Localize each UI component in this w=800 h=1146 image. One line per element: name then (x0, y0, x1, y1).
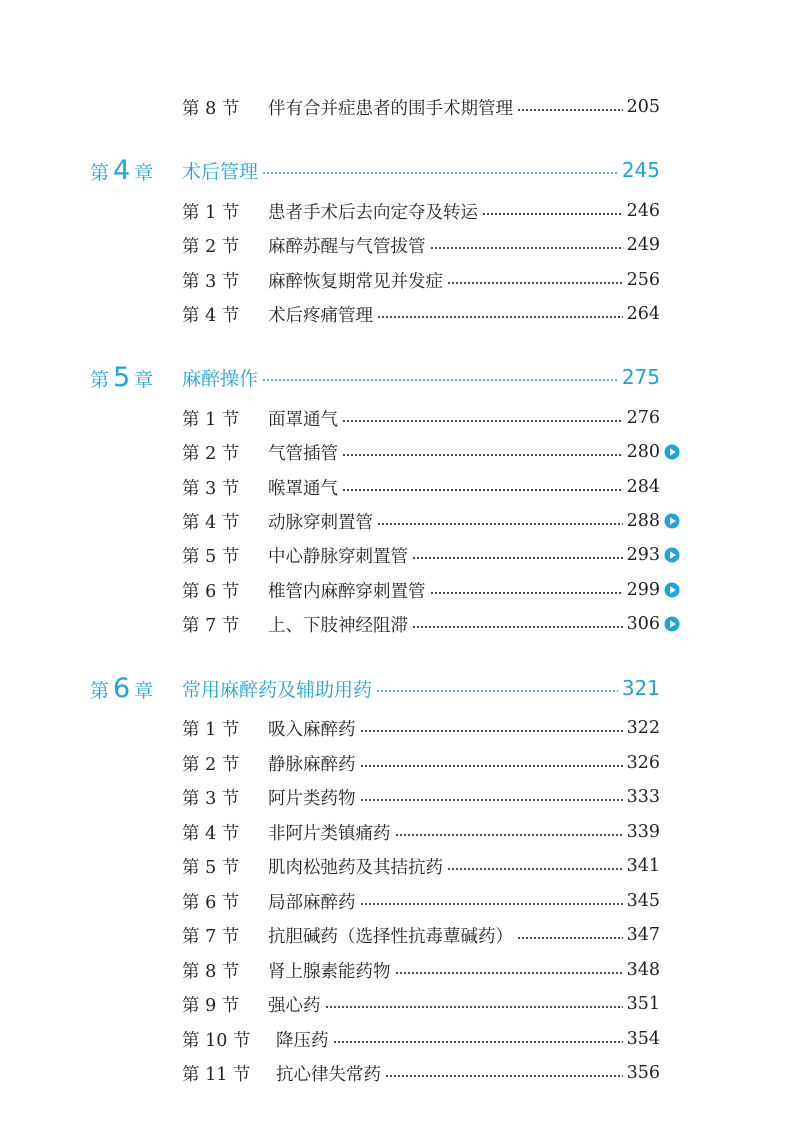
toc-section-entry (182, 609, 660, 639)
toc-section-entry (182, 851, 660, 881)
toc-section-entry (182, 713, 660, 743)
section-title: 肌肉松弛药及其拮抗药 (268, 857, 443, 878)
chapter-suffix: 章 (134, 368, 154, 391)
page-number: 333 (626, 787, 660, 807)
page-number: 347 (626, 925, 660, 945)
chapter-prefix: 第 (90, 679, 110, 702)
dot-leader (377, 316, 623, 318)
section-number: 第 4 节 (182, 305, 240, 326)
section-title: 麻醉恢复期常见并发症 (268, 271, 443, 292)
section-title: 强心药 (268, 995, 321, 1016)
toc-section-entry (182, 299, 660, 329)
page-number: 249 (626, 235, 660, 255)
section-title: 椎管内麻醉穿刺置管 (268, 581, 426, 602)
section-number: 第 4 节 (182, 823, 240, 844)
dot-leader (342, 489, 623, 491)
chapter-number (90, 362, 182, 393)
toc-section-entry (182, 540, 660, 570)
toc-chapter-entry (90, 357, 660, 397)
chapter-suffix: 章 (134, 161, 154, 184)
toc-section-entry (182, 437, 660, 467)
chapter-prefix: 第 (90, 368, 110, 391)
page-number: 322 (626, 718, 660, 738)
section-number: 第 5 节 (182, 546, 240, 567)
section-number: 第 2 节 (182, 443, 240, 464)
section-number: 第 9 节 (182, 995, 240, 1016)
section-number: 第 7 节 (182, 926, 240, 947)
page-number: 264 (626, 304, 660, 324)
page-number: 293 (626, 545, 660, 565)
toc-section-entry (182, 1058, 660, 1088)
page-number: 339 (626, 822, 660, 842)
page-number: 326 (626, 753, 660, 773)
page-number: 245 (621, 158, 660, 182)
dot-leader (325, 1006, 623, 1008)
section-title: 降压药 (276, 1030, 329, 1051)
toc-section-entry (182, 748, 660, 778)
dot-leader (412, 557, 623, 559)
dot-leader (517, 937, 623, 939)
toc-section-entry (182, 955, 660, 985)
dot-leader (342, 454, 623, 456)
toc-chapter-entry (90, 668, 660, 708)
toc-section-entry (182, 920, 660, 950)
dot-leader (262, 172, 618, 174)
toc-section-entry (182, 196, 660, 226)
section-number: 第 10 节 (182, 1030, 251, 1051)
toc-section-entry (182, 1024, 660, 1054)
chapter-number (90, 155, 182, 186)
section-title: 气管插管 (268, 443, 338, 464)
section-title: 患者手术后去向定夺及转运 (268, 202, 478, 223)
section-title: 面罩通气 (268, 409, 338, 430)
section-title: 麻醉苏醒与气管拔管 (268, 236, 426, 257)
page-number: 348 (626, 960, 660, 980)
dot-leader (262, 379, 618, 381)
section-number: 第 2 节 (182, 236, 240, 257)
section-number: 第 3 节 (182, 788, 240, 809)
toc-section-entry (182, 403, 660, 433)
dot-leader (333, 1041, 623, 1043)
page-number: 280 (626, 442, 660, 462)
page-number: 246 (626, 201, 660, 221)
section-title: 术后疼痛管理 (268, 305, 373, 326)
page-number: 306 (626, 614, 660, 634)
toc-section-entry (182, 782, 660, 812)
chapter-suffix: 章 (134, 679, 154, 702)
page-number: 284 (626, 477, 660, 497)
section-number: 第 3 节 (182, 478, 240, 499)
dot-leader (430, 592, 623, 594)
page-number: 299 (626, 580, 660, 600)
dot-leader (360, 903, 623, 905)
dot-leader (430, 247, 623, 249)
section-title: 上、下肢神经阻滞 (268, 615, 408, 636)
section-title: 肾上腺素能药物 (268, 961, 391, 982)
section-number: 第 3 节 (182, 271, 240, 292)
section-number: 第 6 节 (182, 892, 240, 913)
page-number: 356 (626, 1063, 660, 1083)
dot-leader (395, 834, 623, 836)
page-number: 288 (626, 511, 660, 531)
section-number: 第 1 节 (182, 719, 240, 740)
section-number: 第 2 节 (182, 754, 240, 775)
dot-leader (517, 109, 623, 111)
section-title: 喉罩通气 (268, 478, 338, 499)
section-number: 第 6 节 (182, 581, 240, 602)
page-number: 321 (621, 676, 660, 700)
page-number: 354 (626, 1029, 660, 1049)
dot-leader (377, 523, 623, 525)
section-number: 第 11 节 (182, 1064, 251, 1085)
page-number: 351 (626, 994, 660, 1014)
section-title: 抗胆碱药（选择性抗毒蕈碱药） (268, 926, 513, 947)
chapter-prefix: 第 (90, 161, 110, 184)
toc-section-entry (182, 575, 660, 605)
chapter-digit: 6 (113, 672, 131, 704)
chapter-digit: 4 (113, 154, 131, 186)
toc-chapter-entry (90, 150, 660, 190)
video-play-icon[interactable] (664, 513, 680, 529)
dot-leader (360, 765, 623, 767)
video-play-icon[interactable] (664, 616, 680, 632)
page-number: 276 (626, 408, 660, 428)
dot-leader (385, 1075, 623, 1077)
page-number: 341 (626, 856, 660, 876)
dot-leader (395, 972, 623, 974)
section-title: 阿片类药物 (268, 788, 356, 809)
section-number: 第 8 节 (182, 961, 240, 982)
section-title: 抗心律失常药 (276, 1064, 381, 1085)
page-number: 205 (626, 97, 660, 117)
section-number: 第 1 节 (182, 409, 240, 430)
chapter-title: 常用麻醉药及辅助用药 (182, 678, 373, 701)
dot-leader (412, 626, 623, 628)
section-title: 非阿片类镇痛药 (268, 823, 391, 844)
chapter-number (90, 673, 182, 704)
section-number: 第 4 节 (182, 512, 240, 533)
video-play-icon[interactable] (664, 582, 680, 598)
dot-leader (342, 420, 623, 422)
section-title: 动脉穿刺置管 (268, 512, 373, 533)
toc-section-entry (182, 989, 660, 1019)
toc-section-entry (182, 472, 660, 502)
page-number: 256 (626, 270, 660, 290)
toc-section-entry (182, 817, 660, 847)
video-play-icon[interactable] (664, 444, 680, 460)
section-title: 局部麻醉药 (268, 892, 356, 913)
section-title: 伴有合并症患者的围手术期管理 (268, 98, 513, 119)
dot-leader (447, 868, 623, 870)
chapter-title: 术后管理 (182, 160, 259, 183)
dot-leader (482, 213, 623, 215)
chapter-digit: 5 (113, 361, 131, 393)
dot-leader (360, 730, 623, 732)
toc-section-entry (182, 886, 660, 916)
section-number: 第 8 节 (182, 98, 240, 119)
section-title: 吸入麻醉药 (268, 719, 356, 740)
toc-section-entry (182, 265, 660, 295)
dot-leader (360, 799, 623, 801)
section-number: 第 7 节 (182, 615, 240, 636)
section-number: 第 1 节 (182, 202, 240, 223)
page-number: 275 (621, 365, 660, 389)
section-title: 中心静脉穿刺置管 (268, 546, 408, 567)
dot-leader (447, 282, 623, 284)
video-play-icon[interactable] (664, 547, 680, 563)
section-number: 第 5 节 (182, 857, 240, 878)
toc-section-entry (182, 92, 660, 122)
toc-section-entry (182, 230, 660, 260)
chapter-title: 麻醉操作 (182, 367, 259, 390)
toc-section-entry (182, 506, 660, 536)
dot-leader (376, 690, 618, 692)
page-number: 345 (626, 891, 660, 911)
section-title: 静脉麻醉药 (268, 754, 356, 775)
